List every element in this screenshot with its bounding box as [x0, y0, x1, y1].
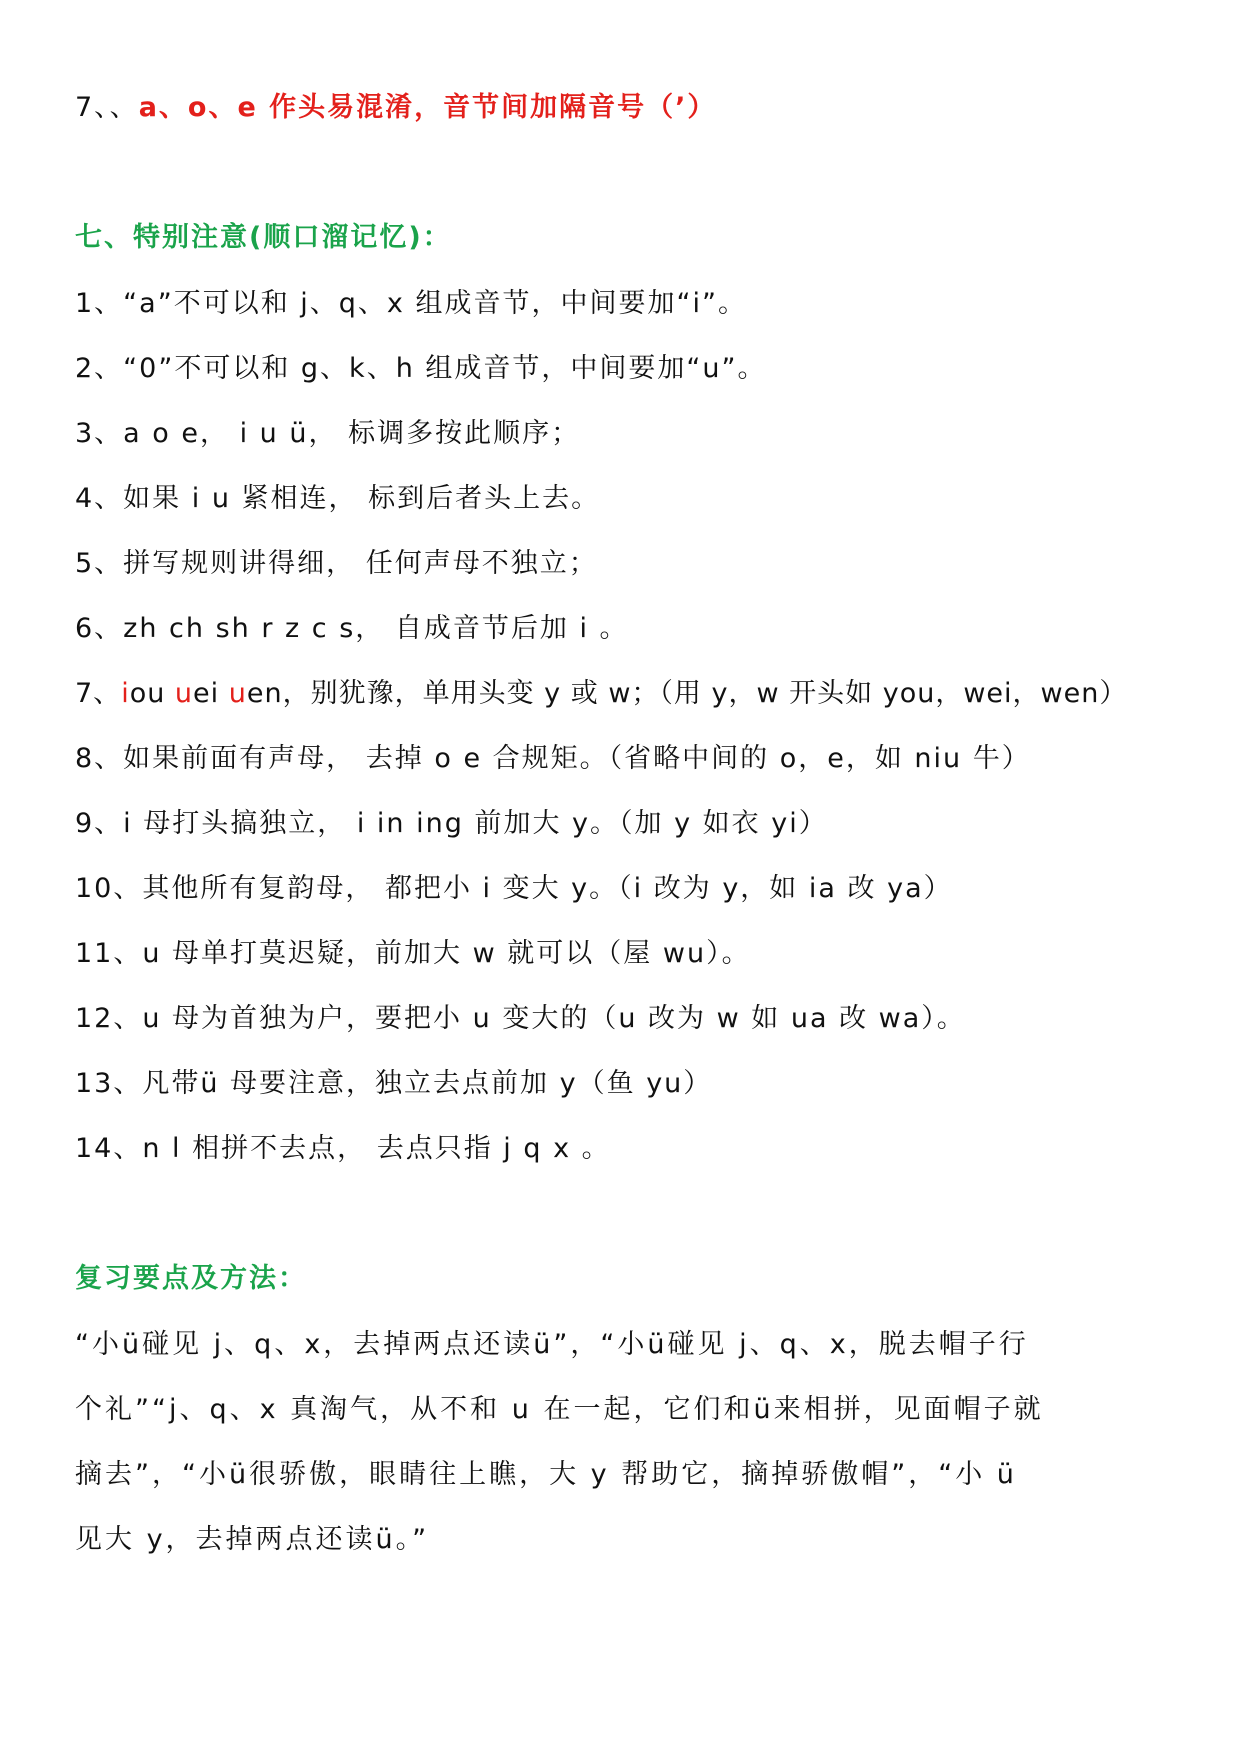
- rule-item-4: 4、如果 i u 紧相连， 标到后者头上去。: [75, 483, 601, 514]
- rule-item-7: [75, 674, 1185, 714]
- rule-item-6: 6、zh ch sh r z c s， 自成音节后加 i 。: [75, 613, 629, 644]
- rule-item-12: 12、u 母为首独为户，要把小 u 变大的（u 改为 w 如 ua 改 wa）。: [75, 1003, 966, 1034]
- rule-item-7-text-ou: ou: [129, 678, 175, 709]
- review-paragraph: [75, 1312, 1185, 1572]
- review-line-3: 摘去”，“小ü很骄傲，眼睛往上瞧，大 y 帮助它，摘掉骄傲帽”，“小 ü: [75, 1459, 1017, 1490]
- rule-item-11: 11、u 母单打莫迟疑，前加大 w 就可以（屋 wu）。: [75, 938, 751, 969]
- rule-item-7-number: 7、: [75, 678, 122, 709]
- rule-item-7-highlight-i: i: [121, 678, 130, 709]
- rule-item-1: 1、“a”不可以和 j、q、x 组成音节，中间要加“i”。: [75, 288, 747, 319]
- rule-item-14: 14、n l 相拼不去点， 去点只指 j q x 。: [75, 1133, 611, 1164]
- rule-item-7-highlight-u2: u: [228, 678, 247, 709]
- intro-rule: [75, 88, 1185, 128]
- rule-item-10: 10、其他所有复韵母， 都把小 i 变大 y。（i 改为 y，如 ia 改 ya）: [75, 873, 953, 904]
- section-special-title: 七、特别注意(顺口溜记忆)：: [75, 222, 452, 253]
- rule-item-8: 8、如果前面有声母， 去掉 o e 合规矩。（省略中间的 o，e，如 niu 牛）: [75, 743, 1031, 774]
- rule-item-7-text-rest: en，别犹豫，单用头变 y 或 w；（用 y，w 开头如 you，wei，wen）: [246, 678, 1128, 709]
- rule-item-5: 5、拼写规则讲得细， 任何声母不独立；: [75, 548, 598, 579]
- intro-rule-text: a、o、e 作头易混淆，音节间加隔音号（’）: [138, 92, 717, 123]
- rule-item-13: 13、凡带ü 母要注意，独立去点前加 y（鱼 yu）: [75, 1068, 713, 1099]
- review-line-2: 个礼”“j、q、x 真淘气，从不和 u 在一起，它们和ü来相拼，见面帽子就: [75, 1394, 1044, 1425]
- review-line-1: “小ü碰见 j、q、x，去掉两点还读ü”，“小ü碰见 j、q、x，脱去帽子行: [75, 1329, 1029, 1360]
- rule-item-2: 2、“0”不可以和 g、k、h 组成音节，中间要加“u”。: [75, 353, 767, 384]
- rule-item-7-text-ei: ei: [193, 678, 229, 709]
- rule-item-7-highlight-u1: u: [174, 678, 194, 709]
- review-line-4: 见大 y，去掉两点还读ü。”: [75, 1524, 430, 1555]
- intro-rule-number: 7、、: [75, 92, 139, 123]
- rule-item-3: 3、a o e， i u ü， 标调多按此顺序；: [75, 418, 581, 449]
- rule-item-9: 9、i 母打头搞独立， i in ing 前加大 y。（加 y 如衣 yi）: [75, 808, 828, 839]
- section-review-title: 复习要点及方法：: [75, 1263, 307, 1294]
